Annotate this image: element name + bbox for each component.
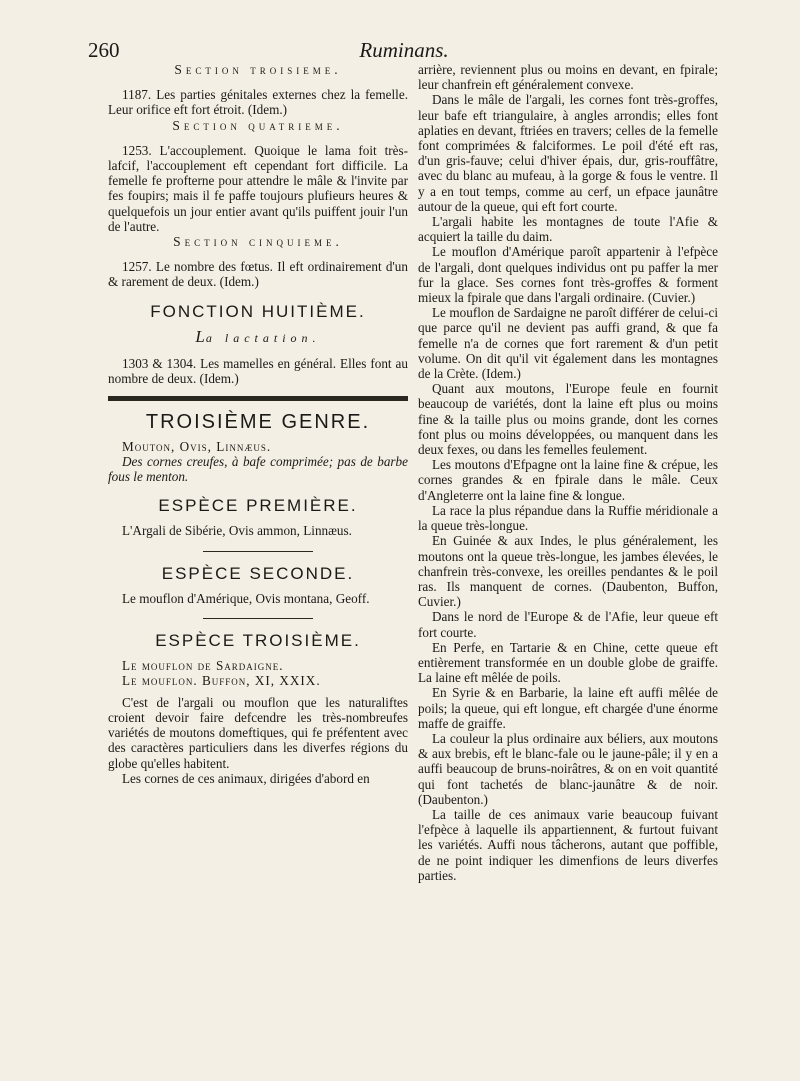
right-paragraph-1: arrière, reviennent plus ou moins en devant, en fpirale; leur chanfrein eft généralement convexe. — [418, 62, 718, 93]
running-title: Ruminans. — [359, 38, 449, 62]
right-paragraph-9: En Guinée & aux Indes, le plus généralement, les moutons ont la queue très-longue, les jambes élevées, le chanfrein très-convexe, les oreilles pendantes & le poil ras. Ils manquent de cornes. (Daubenton, Buffon, Cuvier.) — [418, 533, 718, 610]
species-3-name-a: Le mouflon de Sardaigne. — [122, 658, 284, 674]
right-paragraph-3: L'argali habite les montagnes de toute l'Afie & acquiert la taille du daim. — [418, 214, 718, 245]
left-paragraph-1: C'est de l'argali ou mouflon que les naturaliftes croient devoir faire defcendre les très-nombreufes variétés de moutons domeftiques, qui fe préfentent avec des caractères particuliers dans les diverfes régions du globe qu'elles habitent. — [108, 694, 408, 771]
lactation-initial: L — [195, 326, 206, 346]
section-3-title: Section troisieme. — [174, 62, 342, 77]
section-5-text: 1257. Le nombre des fœtus. Il eft ordinairement d'un & rarement de deux. (Idem.) — [108, 259, 408, 290]
species-2-name: Le mouflon d'Amérique, Ovis montana, Geoff. — [122, 590, 370, 606]
species-divider-2 — [203, 618, 313, 619]
genus-name: Mouton, Ovis, Linnæus. — [122, 438, 272, 454]
page-number: 260 — [88, 38, 120, 62]
right-paragraph-8: La race la plus répandue dans la Ruffie méridionale a la queue très-longue. — [418, 502, 718, 534]
right-column — [418, 62, 718, 883]
section-4-text: 1253. L'accouplement. Quoique le lama foit très-lafcif, l'accouplement eft cependant fort difficile. La femelle fe profterne pour attendre le mâle & l'invite par fes foupirs; mais il fe paffe toujours plufieurs heures & quelquefois un jour entier avant qu'ils puiffent jouir l'un de l'autre. — [108, 142, 408, 234]
species-1-title: ESPÈCE PREMIÈRE. — [158, 496, 358, 516]
species-3-name-b: Le mouflon. Buffon, XI, XXIX. — [122, 673, 321, 689]
lactation-text: 1303 & 1304. Les mamelles en général. Elles font au nombre de deux. (Idem.) — [108, 356, 408, 387]
left-paragraph-end: Les cornes de ces animaux, dirigées d'abord en — [122, 770, 370, 786]
right-paragraph-14: La taille de ces animaux varie beaucoup fuivant l'efpèce à laquelle ils appartiennent, & furtout fuivant les variétés. Auffi nous tâcherons, autant que poffible, de ne point indiquer les dimenfions de leurs diverfes parties. — [418, 806, 718, 883]
left-column — [108, 62, 408, 786]
right-paragraph-12: En Syrie & en Barbarie, la laine eft auffi mêlée de poils; la queue, qui eft longue, eft chargée d'une énorme maffe de graiffe. — [418, 685, 718, 731]
right-paragraph-6: Quant aux moutons, l'Europe feule en fournit beaucoup de variétés, dont la laine eft plus ou moins fine & la taille plus ou moins grande, dont les cornes font plus ou moins développées, ou manquent dans les deux fexes, ou dans les femelles feulement. — [418, 381, 718, 458]
lactation-heading — [108, 326, 408, 346]
genus-description: Des cornes creufes, à bafe comprimée; pas de barbe fous le menton. — [108, 453, 408, 485]
species-3-title: ESPÈCE TROISIÈME. — [155, 631, 361, 651]
right-paragraph-5: Le mouflon de Sardaigne ne paroît différer de celui-ci que parce qu'il ne devient pas auffi grand, & que fa femelle n'a de cornes que fort rarement & d'un petit volume. On dit qu'il vit également dans les montagnes de la Crète. (Idem.) — [418, 305, 718, 382]
section-3-text: 1187. Les parties génitales externes chez la femelle. Leur orifice eft fort étroit. (Idem.) — [108, 87, 408, 118]
genre-divider — [108, 396, 408, 401]
right-paragraph-4: Le mouflon d'Amérique paroît appartenir à l'efpèce de l'argali, dont quelques individus ont pu paffer la mer fur la glace. Ses cornes font très-groffes & forment mieux la fpirale que dans l'argali ordinaire. (Cuvier.) — [418, 244, 718, 306]
right-paragraph-7: Les moutons d'Efpagne ont la laine fine & crépue, les cornes grandes & en fpirale dans le mâle. Ceux d'Angleterre ont la laine fine & longue. — [418, 457, 718, 503]
function-8-title: FONCTION HUITIÈME. — [150, 301, 366, 321]
right-paragraph-13: La couleur la plus ordinaire aux béliers, aux moutons & aux brebis, eft le blanc-fale ou le jaune-pâle; il y en a auffi beaucoup de bruns-noirâtres, & on en voit quantité qui font tachetés de blanc-jaunâtre & de noir. (Daubenton.) — [418, 730, 718, 807]
species-2-title: ESPÈCE SECONDE. — [161, 563, 355, 583]
right-paragraph-10: Dans le nord de l'Europe & de l'Afie, leur queue eft fort courte. — [418, 609, 718, 640]
lactation-rest: a lactation. — [205, 330, 321, 345]
species-divider-1 — [203, 551, 313, 552]
section-5-title: Section cinquieme. — [173, 234, 343, 250]
right-paragraph-2: Dans le mâle de l'argali, les cornes font très-groffes, leur bafe eft triangulaire, à angles arrondis; elles font aplaties en devant, ftriées en travers; celles de la femelle font comprimées & falciformes. Le poil d'été eft ras, d'un gris-fauve; celui d'hiver épais, dur, gris-rouffâtre, avec du blanc au mufeau, à la gorge & fous le ventre. Il y a en tout temps, comme au cerf, un efpace jaunâtre autour de la queue, qui eft fort courte. — [418, 92, 718, 214]
species-1-name: L'Argali de Sibérie, Ovis ammon, Linnæus. — [122, 523, 352, 539]
genre-title: TROISIÈME GENRE. — [145, 411, 371, 434]
right-paragraph-11: En Perfe, en Tartarie & en Chine, cette queue eft entièrement transformée en un double globe de graiffe. La laine eft mêlée de poils. — [418, 639, 718, 686]
section-4-title: Section quatrieme. — [172, 117, 344, 133]
